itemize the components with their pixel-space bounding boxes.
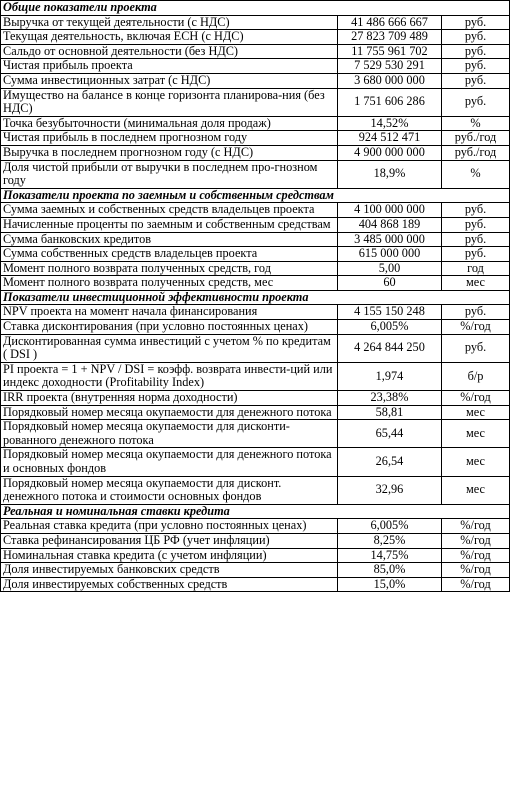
table-body bbox=[1, 1, 510, 592]
table-row bbox=[1, 131, 510, 146]
row-label: Выручка от текущей деятельности (с НДС) bbox=[1, 15, 338, 30]
row-value: 65,44 bbox=[338, 420, 442, 448]
row-value: 58,81 bbox=[338, 405, 442, 420]
row-value: 4 155 150 248 bbox=[338, 305, 442, 320]
row-label: Номинальная ставка кредита (с учетом инфляции) bbox=[1, 548, 338, 563]
row-value: 8,25% bbox=[338, 533, 442, 548]
row-unit: руб. bbox=[442, 73, 510, 88]
row-value: 1,974 bbox=[338, 362, 442, 390]
row-label: Доля чистой прибыли от выручки в последнем про-гнозном году bbox=[1, 160, 338, 188]
row-unit: руб. bbox=[442, 30, 510, 45]
row-label: Чистая прибыль проекта bbox=[1, 59, 338, 74]
table-row bbox=[1, 44, 510, 59]
row-label: Ставка рефинансирования ЦБ РФ (учет инфляции) bbox=[1, 533, 338, 548]
table-row bbox=[1, 577, 510, 592]
section-title: Реальная и номинальная ставки кредита bbox=[1, 504, 510, 519]
row-unit: %/год bbox=[442, 391, 510, 406]
row-value: 27 823 709 489 bbox=[338, 30, 442, 45]
row-unit: %/год bbox=[442, 533, 510, 548]
table-row bbox=[1, 59, 510, 74]
row-unit: мес bbox=[442, 420, 510, 448]
section-title: Показатели проекта по заемным и собственным средствам bbox=[1, 188, 510, 203]
section-header-row bbox=[1, 504, 510, 519]
table-row bbox=[1, 305, 510, 320]
section-header-row bbox=[1, 290, 510, 305]
row-label: Порядковый номер месяца окупаемости для денежного потока bbox=[1, 405, 338, 420]
row-value: 404 868 189 bbox=[338, 217, 442, 232]
row-unit: руб. bbox=[442, 217, 510, 232]
row-unit: мес bbox=[442, 405, 510, 420]
row-label: Доля инвестируемых банковских средств bbox=[1, 563, 338, 578]
row-label: Сумма банковских кредитов bbox=[1, 232, 338, 247]
row-unit: руб. bbox=[442, 59, 510, 74]
row-unit: %/год bbox=[442, 577, 510, 592]
row-label: Дисконтированная сумма инвестиций с учетом % по кредитам ( DSI ) bbox=[1, 334, 338, 362]
row-value: 41 486 666 667 bbox=[338, 15, 442, 30]
row-label: Имущество на балансе в конце горизонта планирова-ния (без НДС) bbox=[1, 88, 338, 116]
row-label: Сальдо от основной деятельности (без НДС) bbox=[1, 44, 338, 59]
table-row bbox=[1, 116, 510, 131]
row-value: 4 900 000 000 bbox=[338, 145, 442, 160]
row-value: 60 bbox=[338, 276, 442, 291]
section-header-row bbox=[1, 188, 510, 203]
row-unit: руб. bbox=[442, 203, 510, 218]
row-label: Реальная ставка кредита (при условно постоянных ценах) bbox=[1, 519, 338, 534]
row-unit: руб. bbox=[442, 334, 510, 362]
row-unit: руб. bbox=[442, 247, 510, 262]
table-row bbox=[1, 145, 510, 160]
table-row bbox=[1, 391, 510, 406]
row-unit: %/год bbox=[442, 548, 510, 563]
row-value: 5,00 bbox=[338, 261, 442, 276]
table-row bbox=[1, 160, 510, 188]
row-label: Сумма собственных средств владельцев проекта bbox=[1, 247, 338, 262]
row-label: Точка безубыточности (минимальная доля продаж) bbox=[1, 116, 338, 131]
row-unit: руб. bbox=[442, 232, 510, 247]
table-row bbox=[1, 519, 510, 534]
row-value: 32,96 bbox=[338, 476, 442, 504]
row-unit: руб. bbox=[442, 305, 510, 320]
section-header-row bbox=[1, 1, 510, 16]
row-unit: %/год bbox=[442, 519, 510, 534]
row-value: 7 529 530 291 bbox=[338, 59, 442, 74]
row-label: Ставка дисконтирования (при условно постоянных ценах) bbox=[1, 320, 338, 335]
table-row bbox=[1, 203, 510, 218]
table-row bbox=[1, 320, 510, 335]
row-label: Порядковый номер месяца окупаемости для дисконт. денежного потока и стоимости основных фондов bbox=[1, 476, 338, 504]
row-value: 4 264 844 250 bbox=[338, 334, 442, 362]
row-unit: мес bbox=[442, 276, 510, 291]
row-label: Сумма заемных и собственных средств владельцев проекта bbox=[1, 203, 338, 218]
row-label: Порядковый номер месяца окупаемости для дисконти-рованного денежного потока bbox=[1, 420, 338, 448]
row-unit: руб./год bbox=[442, 145, 510, 160]
row-label: NPV проекта на момент начала финансирования bbox=[1, 305, 338, 320]
row-unit: руб. bbox=[442, 15, 510, 30]
table-row bbox=[1, 476, 510, 504]
row-unit: руб./год bbox=[442, 131, 510, 146]
table-row bbox=[1, 232, 510, 247]
row-unit: руб. bbox=[442, 88, 510, 116]
row-label: Начисленные проценты по заемным и собственным средствам bbox=[1, 217, 338, 232]
row-label: Выручка в последнем прогнозном году (с НДС) bbox=[1, 145, 338, 160]
row-unit: мес bbox=[442, 448, 510, 476]
table-row bbox=[1, 362, 510, 390]
table-row bbox=[1, 405, 510, 420]
row-value: 26,54 bbox=[338, 448, 442, 476]
table-row bbox=[1, 276, 510, 291]
row-unit: б/р bbox=[442, 362, 510, 390]
row-label: Сумма инвестиционных затрат (с НДС) bbox=[1, 73, 338, 88]
row-unit: %/год bbox=[442, 563, 510, 578]
row-value: 6,005% bbox=[338, 320, 442, 335]
table-row bbox=[1, 420, 510, 448]
row-value: 4 100 000 000 bbox=[338, 203, 442, 218]
section-title: Показатели инвестиционной эффективности проекта bbox=[1, 290, 510, 305]
row-unit: год bbox=[442, 261, 510, 276]
row-value: 1 751 606 286 bbox=[338, 88, 442, 116]
table-row bbox=[1, 261, 510, 276]
row-value: 14,52% bbox=[338, 116, 442, 131]
section-title: Общие показатели проекта bbox=[1, 1, 510, 16]
table-row bbox=[1, 548, 510, 563]
row-unit: мес bbox=[442, 476, 510, 504]
row-label: Момент полного возврата полученных средств, год bbox=[1, 261, 338, 276]
row-label: Доля инвестируемых собственных средств bbox=[1, 577, 338, 592]
table-row bbox=[1, 533, 510, 548]
row-label: IRR проекта (внутренняя норма доходности) bbox=[1, 391, 338, 406]
row-unit: % bbox=[442, 116, 510, 131]
row-value: 3 680 000 000 bbox=[338, 73, 442, 88]
row-label: Чистая прибыль в последнем прогнозном году bbox=[1, 131, 338, 146]
row-value: 11 755 961 702 bbox=[338, 44, 442, 59]
row-label: PI проекта = 1 + NPV / DSI = коэфф. возврата инвести-ций или индекс доходности (Profitability Index) bbox=[1, 362, 338, 390]
row-label: Порядковый номер месяца окупаемости для денежного потока и основных фондов bbox=[1, 448, 338, 476]
row-value: 3 485 000 000 bbox=[338, 232, 442, 247]
table-row bbox=[1, 217, 510, 232]
table-row bbox=[1, 88, 510, 116]
row-value: 85,0% bbox=[338, 563, 442, 578]
table-row bbox=[1, 563, 510, 578]
table-row bbox=[1, 448, 510, 476]
row-value: 615 000 000 bbox=[338, 247, 442, 262]
row-label: Текущая деятельность, включая ЕСН (с НДС) bbox=[1, 30, 338, 45]
row-value: 6,005% bbox=[338, 519, 442, 534]
row-unit: руб. bbox=[442, 44, 510, 59]
row-value: 18,9% bbox=[338, 160, 442, 188]
row-value: 15,0% bbox=[338, 577, 442, 592]
row-unit: % bbox=[442, 160, 510, 188]
row-label: Момент полного возврата полученных средств, мес bbox=[1, 276, 338, 291]
table-row bbox=[1, 15, 510, 30]
table-row bbox=[1, 334, 510, 362]
row-value: 924 512 471 bbox=[338, 131, 442, 146]
table-row bbox=[1, 247, 510, 262]
row-value: 23,38% bbox=[338, 391, 442, 406]
row-unit: %/год bbox=[442, 320, 510, 335]
table-row bbox=[1, 30, 510, 45]
row-value: 14,75% bbox=[338, 548, 442, 563]
table-row bbox=[1, 73, 510, 88]
